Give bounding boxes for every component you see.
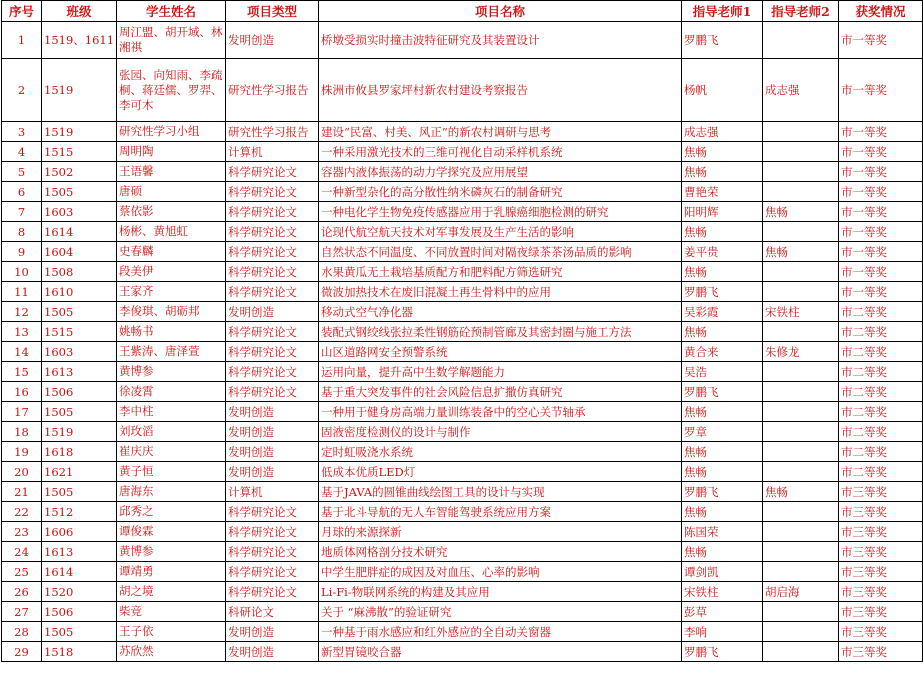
cell-award: 市一等奖 <box>839 222 923 242</box>
table-row <box>2 442 923 462</box>
cell-teacher-2: 宋铁柱 <box>763 302 839 322</box>
table-row <box>2 22 923 59</box>
cell-project-type: 科学研究论文 <box>226 282 319 302</box>
cell-project-title: 容器内液体振荡的动力学探究及应用展望 <box>319 162 682 182</box>
cell-project-title: 一种新型杂化的高分散性纳米磷灰石的制备研究 <box>319 182 682 202</box>
cell-teacher-1: 焦畅 <box>682 502 763 522</box>
cell-award: 市二等奖 <box>839 342 923 362</box>
cell-teacher-2 <box>763 562 839 582</box>
cell-student-name: 邱秀之 <box>117 502 226 522</box>
cell-no: 7 <box>2 202 42 222</box>
award-table <box>1 0 923 662</box>
table-row <box>2 382 923 402</box>
cell-award: 市一等奖 <box>839 162 923 182</box>
cell-project-title: 一种电化学生物免疫传感器应用于乳腺癌细胞检测的研究 <box>319 202 682 222</box>
table-row <box>2 522 923 542</box>
cell-award: 市三等奖 <box>839 542 923 562</box>
cell-project-title: 基于JAVA的圆锥曲线绘图工具的设计与实现 <box>319 482 682 502</box>
cell-student-name: 李俊琪、胡砺邦 <box>117 302 226 322</box>
cell-project-type: 发明创造 <box>226 442 319 462</box>
cell-teacher-2 <box>763 322 839 342</box>
cell-award: 市一等奖 <box>839 59 923 122</box>
cell-teacher-1: 焦畅 <box>682 542 763 562</box>
cell-student-name: 周江盟、胡开域、林湘祺 <box>117 22 226 59</box>
cell-class: 1614 <box>42 222 117 242</box>
cell-student-name: 崔庆庆 <box>117 442 226 462</box>
cell-class: 1621 <box>42 462 117 482</box>
cell-class: 1506 <box>42 602 117 622</box>
cell-class: 1613 <box>42 542 117 562</box>
cell-teacher-1: 谭剑凯 <box>682 562 763 582</box>
cell-student-name: 王子依 <box>117 622 226 642</box>
table-row <box>2 342 923 362</box>
cell-award: 市一等奖 <box>839 202 923 222</box>
cell-no: 21 <box>2 482 42 502</box>
cell-project-type: 科学研究论文 <box>226 542 319 562</box>
cell-project-type: 科学研究论文 <box>226 562 319 582</box>
cell-project-type: 研究性学习报告 <box>226 59 319 122</box>
cell-teacher-2 <box>763 162 839 182</box>
cell-student-name: 史春麟 <box>117 242 226 262</box>
cell-no: 15 <box>2 362 42 382</box>
cell-project-title: 定时虹吸浇水系统 <box>319 442 682 462</box>
cell-class: 1508 <box>42 262 117 282</box>
cell-award: 市三等奖 <box>839 602 923 622</box>
header-no: 序号 <box>2 1 42 22</box>
cell-project-type: 科学研究论文 <box>226 222 319 242</box>
cell-award: 市一等奖 <box>839 242 923 262</box>
cell-no: 10 <box>2 262 42 282</box>
cell-teacher-1: 罗鹏飞 <box>682 482 763 502</box>
cell-no: 16 <box>2 382 42 402</box>
cell-project-title: 关于 “麻沸散”的验证研究 <box>319 602 682 622</box>
cell-teacher-1: 罗鹏飞 <box>682 382 763 402</box>
header-teacher-2: 指导老师2 <box>763 1 839 22</box>
table-row <box>2 502 923 522</box>
cell-no: 13 <box>2 322 42 342</box>
cell-teacher-2 <box>763 422 839 442</box>
cell-project-title: Li-Fi-物联网系统的构建及其应用 <box>319 582 682 602</box>
table-row <box>2 59 923 122</box>
cell-class: 1506 <box>42 382 117 402</box>
cell-award: 市一等奖 <box>839 182 923 202</box>
cell-award: 市二等奖 <box>839 442 923 462</box>
cell-teacher-1: 焦畅 <box>682 142 763 162</box>
cell-no: 20 <box>2 462 42 482</box>
cell-class: 1519、1611 <box>42 22 117 59</box>
cell-project-title: 水果黄瓜无土栽培基质配方和肥料配方筛选研究 <box>319 262 682 282</box>
cell-no: 8 <box>2 222 42 242</box>
cell-student-name: 刘玫滔 <box>117 422 226 442</box>
cell-project-type: 发明创造 <box>226 622 319 642</box>
cell-project-title: 基于北斗导航的无人车智能驾驶系统应用方案 <box>319 502 682 522</box>
cell-teacher-1: 吴浩 <box>682 362 763 382</box>
cell-student-name: 杨彬、黄旭虹 <box>117 222 226 242</box>
cell-project-type: 科学研究论文 <box>226 582 319 602</box>
table-row <box>2 242 923 262</box>
cell-award: 市三等奖 <box>839 522 923 542</box>
cell-no: 27 <box>2 602 42 622</box>
cell-project-title: 基于重大突发事件的社会风险信息扩撒仿真研究 <box>319 382 682 402</box>
cell-award: 市二等奖 <box>839 382 923 402</box>
cell-class: 1518 <box>42 642 117 662</box>
cell-no: 12 <box>2 302 42 322</box>
cell-teacher-1: 罗章 <box>682 422 763 442</box>
cell-class: 1610 <box>42 282 117 302</box>
cell-teacher-2 <box>763 602 839 622</box>
cell-teacher-2 <box>763 442 839 462</box>
table-row <box>2 362 923 382</box>
cell-award: 市三等奖 <box>839 642 923 662</box>
cell-teacher-2 <box>763 622 839 642</box>
cell-award: 市一等奖 <box>839 122 923 142</box>
cell-class: 1519 <box>42 422 117 442</box>
cell-student-name: 王家齐 <box>117 282 226 302</box>
table-row <box>2 582 923 602</box>
cell-project-title: 运用向量，提升高中生数学解题能力 <box>319 362 682 382</box>
cell-award: 市一等奖 <box>839 282 923 302</box>
cell-project-title: 中学生肥胖症的成因及对血压、心率的影响 <box>319 562 682 582</box>
cell-no: 28 <box>2 622 42 642</box>
cell-class: 1603 <box>42 342 117 362</box>
cell-class: 1505 <box>42 622 117 642</box>
cell-teacher-2 <box>763 542 839 562</box>
cell-project-type: 计算机 <box>226 142 319 162</box>
cell-class: 1520 <box>42 582 117 602</box>
header-row <box>2 1 923 22</box>
cell-teacher-2: 焦畅 <box>763 242 839 262</box>
table-row <box>2 222 923 242</box>
cell-award: 市一等奖 <box>839 262 923 282</box>
header-project-title: 项目名称 <box>319 1 682 22</box>
cell-student-name: 黄博参 <box>117 362 226 382</box>
cell-student-name: 研究性学习小组 <box>117 122 226 142</box>
table-row <box>2 642 923 662</box>
cell-teacher-2 <box>763 502 839 522</box>
table-row <box>2 202 923 222</box>
cell-project-title: 桥墩受损实时撞击波特征研究及其装置设计 <box>319 22 682 59</box>
cell-no: 25 <box>2 562 42 582</box>
cell-award: 市一等奖 <box>839 22 923 59</box>
cell-student-name: 唐海东 <box>117 482 226 502</box>
table-row <box>2 322 923 342</box>
cell-student-name: 唐硕 <box>117 182 226 202</box>
cell-teacher-2 <box>763 22 839 59</box>
cell-project-title: 地质体网格剖分技术研究 <box>319 542 682 562</box>
header-class: 班级 <box>42 1 117 22</box>
cell-student-name: 段美伊 <box>117 262 226 282</box>
cell-no: 6 <box>2 182 42 202</box>
cell-project-type: 发明创造 <box>226 402 319 422</box>
header-award: 获奖情况 <box>839 1 923 22</box>
cell-student-name: 胡之境 <box>117 582 226 602</box>
cell-teacher-2 <box>763 142 839 162</box>
cell-project-title: 低成本优质LED灯 <box>319 462 682 482</box>
cell-award: 市二等奖 <box>839 322 923 342</box>
cell-teacher-1: 杨帆 <box>682 59 763 122</box>
table-row <box>2 542 923 562</box>
table-row <box>2 282 923 302</box>
cell-award: 市二等奖 <box>839 422 923 442</box>
cell-class: 1519 <box>42 122 117 142</box>
cell-student-name: 周明陶 <box>117 142 226 162</box>
cell-project-title: 微波加热技术在废旧混凝土再生骨料中的应用 <box>319 282 682 302</box>
cell-project-type: 科学研究论文 <box>226 382 319 402</box>
cell-award: 市三等奖 <box>839 562 923 582</box>
cell-student-name: 黄博参 <box>117 542 226 562</box>
table-row <box>2 162 923 182</box>
cell-class: 1606 <box>42 522 117 542</box>
table-row <box>2 142 923 162</box>
cell-award: 市一等奖 <box>839 142 923 162</box>
cell-class: 1505 <box>42 182 117 202</box>
cell-student-name: 黄子恒 <box>117 462 226 482</box>
cell-class: 1502 <box>42 162 117 182</box>
cell-teacher-2 <box>763 642 839 662</box>
cell-award: 市三等奖 <box>839 622 923 642</box>
cell-project-title: 自然状态不同温度、不同放置时间对隔夜绿茶茶汤品质的影响 <box>319 242 682 262</box>
cell-class: 1603 <box>42 202 117 222</box>
cell-class: 1604 <box>42 242 117 262</box>
cell-class: 1614 <box>42 562 117 582</box>
cell-no: 4 <box>2 142 42 162</box>
cell-teacher-2 <box>763 222 839 242</box>
cell-project-type: 科学研究论文 <box>226 262 319 282</box>
cell-no: 18 <box>2 422 42 442</box>
cell-project-type: 科学研究论文 <box>226 322 319 342</box>
cell-project-title: 一种用于健身房高端力量训练装备中的空心关节轴承 <box>319 402 682 422</box>
cell-teacher-1: 焦畅 <box>682 442 763 462</box>
table-row <box>2 622 923 642</box>
table-row <box>2 422 923 442</box>
table-body <box>2 22 923 662</box>
table-row <box>2 602 923 622</box>
cell-teacher-1: 宋铁柱 <box>682 582 763 602</box>
cell-no: 2 <box>2 59 42 122</box>
cell-student-name: 张园、向知雨、李疏桐、蒋廷儒、罗羿、李可木 <box>117 59 226 122</box>
cell-class: 1613 <box>42 362 117 382</box>
cell-class: 1515 <box>42 322 117 342</box>
cell-project-title: 建设“民富、村美、风正”的新农村调研与思考 <box>319 122 682 142</box>
cell-project-title: 月球的来源探新 <box>319 522 682 542</box>
cell-teacher-1: 焦畅 <box>682 262 763 282</box>
cell-class: 1512 <box>42 502 117 522</box>
cell-teacher-1: 焦畅 <box>682 222 763 242</box>
cell-teacher-2: 朱修龙 <box>763 342 839 362</box>
cell-award: 市三等奖 <box>839 482 923 502</box>
cell-student-name: 柴竞 <box>117 602 226 622</box>
cell-no: 1 <box>2 22 42 59</box>
cell-no: 19 <box>2 442 42 462</box>
cell-project-type: 科学研究论文 <box>226 182 319 202</box>
cell-teacher-2 <box>763 122 839 142</box>
cell-student-name: 蔡依影 <box>117 202 226 222</box>
cell-no: 26 <box>2 582 42 602</box>
cell-teacher-1: 焦畅 <box>682 402 763 422</box>
cell-class: 1505 <box>42 482 117 502</box>
cell-no: 17 <box>2 402 42 422</box>
cell-teacher-1: 罗鹏飞 <box>682 282 763 302</box>
cell-teacher-2 <box>763 362 839 382</box>
cell-project-type: 科学研究论文 <box>226 242 319 262</box>
cell-teacher-1: 李响 <box>682 622 763 642</box>
table-row <box>2 182 923 202</box>
cell-teacher-1: 焦畅 <box>682 162 763 182</box>
table-row <box>2 122 923 142</box>
cell-teacher-2: 焦畅 <box>763 202 839 222</box>
cell-project-title: 山区道路网安全预警系统 <box>319 342 682 362</box>
cell-award: 市二等奖 <box>839 362 923 382</box>
cell-project-title: 株洲市攸县罗家坪村新农村建设考察报告 <box>319 59 682 122</box>
cell-teacher-1: 阳明辉 <box>682 202 763 222</box>
cell-class: 1519 <box>42 59 117 122</box>
cell-teacher-1: 焦畅 <box>682 462 763 482</box>
cell-no: 23 <box>2 522 42 542</box>
cell-project-title: 固液密度检测仪的设计与制作 <box>319 422 682 442</box>
cell-teacher-2: 成志强 <box>763 59 839 122</box>
cell-no: 11 <box>2 282 42 302</box>
cell-class: 1505 <box>42 402 117 422</box>
cell-teacher-1: 黄合来 <box>682 342 763 362</box>
cell-student-name: 王紫涛、唐泽萱 <box>117 342 226 362</box>
cell-project-type: 发明创造 <box>226 422 319 442</box>
table-row <box>2 562 923 582</box>
cell-class: 1505 <box>42 302 117 322</box>
header-project-type: 项目类型 <box>226 1 319 22</box>
cell-no: 29 <box>2 642 42 662</box>
cell-teacher-2: 焦畅 <box>763 482 839 502</box>
cell-project-type: 发明创造 <box>226 22 319 59</box>
cell-project-type: 科学研究论文 <box>226 502 319 522</box>
cell-project-type: 科学研究论文 <box>226 202 319 222</box>
cell-teacher-1: 吴彩霞 <box>682 302 763 322</box>
cell-teacher-2 <box>763 382 839 402</box>
cell-teacher-1: 陈国荣 <box>682 522 763 542</box>
cell-teacher-2: 胡启海 <box>763 582 839 602</box>
cell-project-title: 新型胃镜咬合器 <box>319 642 682 662</box>
cell-class: 1618 <box>42 442 117 462</box>
table-row <box>2 462 923 482</box>
cell-teacher-1: 成志强 <box>682 122 763 142</box>
cell-award: 市二等奖 <box>839 302 923 322</box>
cell-teacher-1: 焦畅 <box>682 322 763 342</box>
cell-teacher-2 <box>763 262 839 282</box>
cell-no: 22 <box>2 502 42 522</box>
cell-project-type: 科学研究论文 <box>226 342 319 362</box>
cell-project-type: 科学研究论文 <box>226 522 319 542</box>
cell-student-name: 姚畅书 <box>117 322 226 342</box>
cell-project-type: 发明创造 <box>226 642 319 662</box>
cell-teacher-1: 罗鹏飞 <box>682 22 763 59</box>
cell-teacher-1: 姜平贵 <box>682 242 763 262</box>
cell-teacher-1: 曹艳荣 <box>682 182 763 202</box>
cell-student-name: 谭靖勇 <box>117 562 226 582</box>
cell-award: 市三等奖 <box>839 502 923 522</box>
cell-teacher-2 <box>763 462 839 482</box>
cell-teacher-2 <box>763 402 839 422</box>
cell-project-type: 研究性学习报告 <box>226 122 319 142</box>
cell-project-type: 发明创造 <box>226 302 319 322</box>
cell-project-title: 论现代航空航天技术对军事发展及生产生活的影响 <box>319 222 682 242</box>
table-row <box>2 482 923 502</box>
cell-project-title: 移动式空气净化器 <box>319 302 682 322</box>
cell-student-name: 李中柱 <box>117 402 226 422</box>
table-row <box>2 402 923 422</box>
cell-teacher-2 <box>763 522 839 542</box>
cell-project-type: 科学研究论文 <box>226 162 319 182</box>
header-teacher-1: 指导老师1 <box>682 1 763 22</box>
table-row <box>2 302 923 322</box>
cell-no: 5 <box>2 162 42 182</box>
cell-no: 14 <box>2 342 42 362</box>
cell-teacher-1: 彭草 <box>682 602 763 622</box>
cell-project-title: 一种采用激光技术的三维可视化自动采样机系统 <box>319 142 682 162</box>
cell-student-name: 王语馨 <box>117 162 226 182</box>
cell-teacher-2 <box>763 282 839 302</box>
cell-teacher-1: 罗鹏飞 <box>682 642 763 662</box>
cell-project-type: 科学研究论文 <box>226 362 319 382</box>
cell-class: 1515 <box>42 142 117 162</box>
cell-project-type: 科研论文 <box>226 602 319 622</box>
header-student-name: 学生姓名 <box>117 1 226 22</box>
cell-student-name: 苏欣然 <box>117 642 226 662</box>
cell-award: 市二等奖 <box>839 462 923 482</box>
cell-teacher-2 <box>763 182 839 202</box>
cell-project-title: 一种基于雨水感应和红外感应的全自动关窗器 <box>319 622 682 642</box>
cell-award: 市二等奖 <box>839 402 923 422</box>
cell-project-type: 发明创造 <box>226 462 319 482</box>
cell-no: 3 <box>2 122 42 142</box>
table-row <box>2 262 923 282</box>
cell-project-title: 装配式钢绞线张拉柔性钢筋砼预制管廊及其密封圈与施工方法 <box>319 322 682 342</box>
cell-no: 24 <box>2 542 42 562</box>
cell-student-name: 徐凌霄 <box>117 382 226 402</box>
cell-no: 9 <box>2 242 42 262</box>
cell-award: 市三等奖 <box>839 582 923 602</box>
cell-student-name: 谭俊霖 <box>117 522 226 542</box>
cell-project-type: 计算机 <box>226 482 319 502</box>
